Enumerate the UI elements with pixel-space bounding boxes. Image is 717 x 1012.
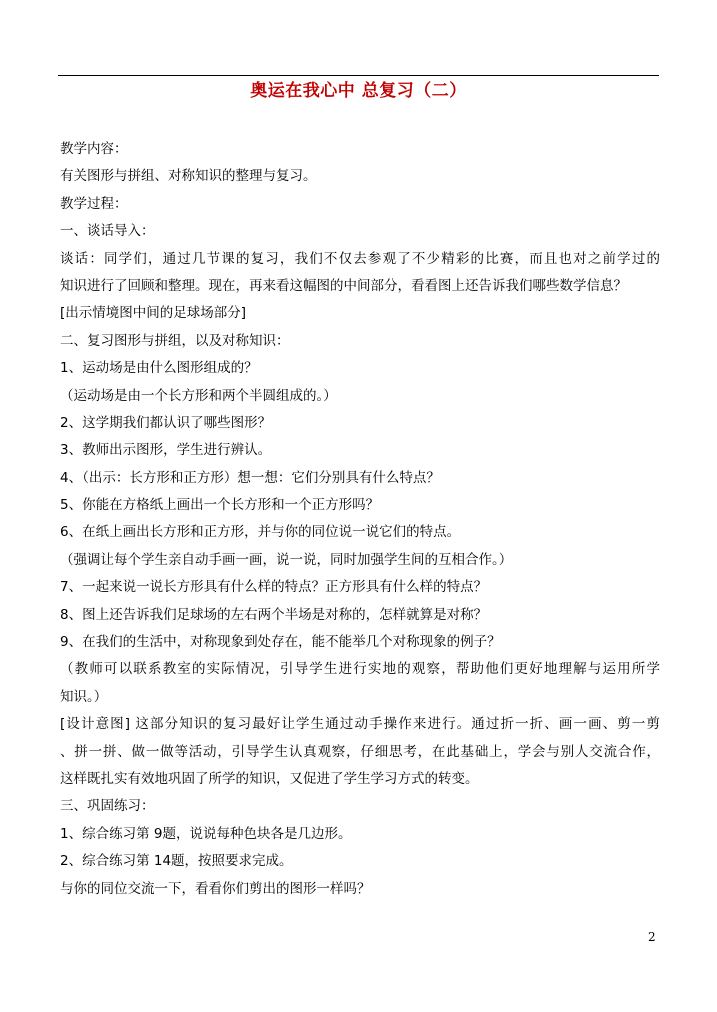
paragraph-line: [设计意图] 这部分知识的复习最好让学生通过动手操作来进行。通过折一折、画一画、剪一剪 [60, 716, 660, 733]
header-rule [58, 75, 659, 76]
document-title: 奥运在我心中 总复习（二） [250, 81, 467, 101]
paragraph-line: 与你的同位交流一下，看看你们剪出的图形一样吗？ [60, 880, 371, 897]
list-item: 3、教师出示图形，学生进行辨认。 [60, 442, 272, 459]
paragraph-line: 教学过程： [60, 195, 128, 212]
list-item: 4、（出示：长方形和正方形）想一想：它们分别具有什么特点？ [60, 469, 440, 486]
list-item: 9、在我们的生活中，对称现象到处存在，能不能举几个对称现象的例子？ [60, 634, 501, 651]
paragraph-line: 知识。） [60, 688, 108, 705]
page-number: 2 [648, 930, 656, 944]
paragraph-line: 有关图形与拼组、对称知识的整理与复习。 [60, 168, 317, 185]
paragraph-line: （强调让每个学生亲自动手画一画，说一说，同时加强学生间的互相合作。） [60, 551, 513, 568]
section-heading: 三、巩固练习： [60, 798, 155, 815]
paragraph-line: 、拼一拼、做一做等活动，引导学生认真观察，仔细思考，在此基础上，学会与别人交流合作， [60, 743, 660, 760]
list-item: 6、在纸上画出长方形和正方形，并与你的同位说一说它们的特点。 [60, 524, 461, 541]
paragraph-line: 谈话：同学们，通过几节课的复习，我们不仅去参观了不少精彩的比赛，而且也对之前学过的 [60, 250, 660, 267]
document-body [60, 136, 660, 903]
section-heading: 二、复习图形与拼组，以及对称知识： [60, 332, 290, 349]
paragraph-line: 教学内容： [60, 141, 128, 157]
list-item: 7、一起来说一说长方形具有什么样的特点？正方形具有什么样的特点？ [60, 579, 488, 596]
paragraph-line: [出示情境图中间的足球场部分] [60, 305, 247, 322]
list-item: 5、你能在方格纸上画出一个长方形和一个正方形吗？ [60, 497, 380, 514]
paragraph-line: （教师可以联系教室的实际情况，引导学生进行实地的观察，帮助他们更好地理解与运用所学 [60, 661, 660, 678]
paragraph-line: （运动场是由一个长方形和两个半圆组成的。） [60, 387, 337, 404]
paragraph-line: 这样既扎实有效地巩固了所学的知识，又促进了学生学习方式的转变。 [60, 770, 479, 787]
list-item: 1、运动场是由什么图形组成的？ [60, 360, 258, 377]
list-item: 8、图上还告诉我们足球场的左右两个半场是对称的，怎样就算是对称？ [60, 606, 488, 623]
list-item: 2、综合练习第 14题，按照要求完成。 [60, 853, 293, 870]
section-heading: 一、谈话导入： [60, 223, 155, 240]
paragraph-line: 知识进行了回顾和整理。现在，再来看这幅图的中间部分，看看图上还告诉我们哪些数学信息？ [60, 277, 627, 294]
list-item: 1、综合练习第 9题，说说每种色块各是几边形。 [60, 825, 352, 842]
list-item: 2、这学期我们都认识了哪些图形？ [60, 414, 272, 431]
